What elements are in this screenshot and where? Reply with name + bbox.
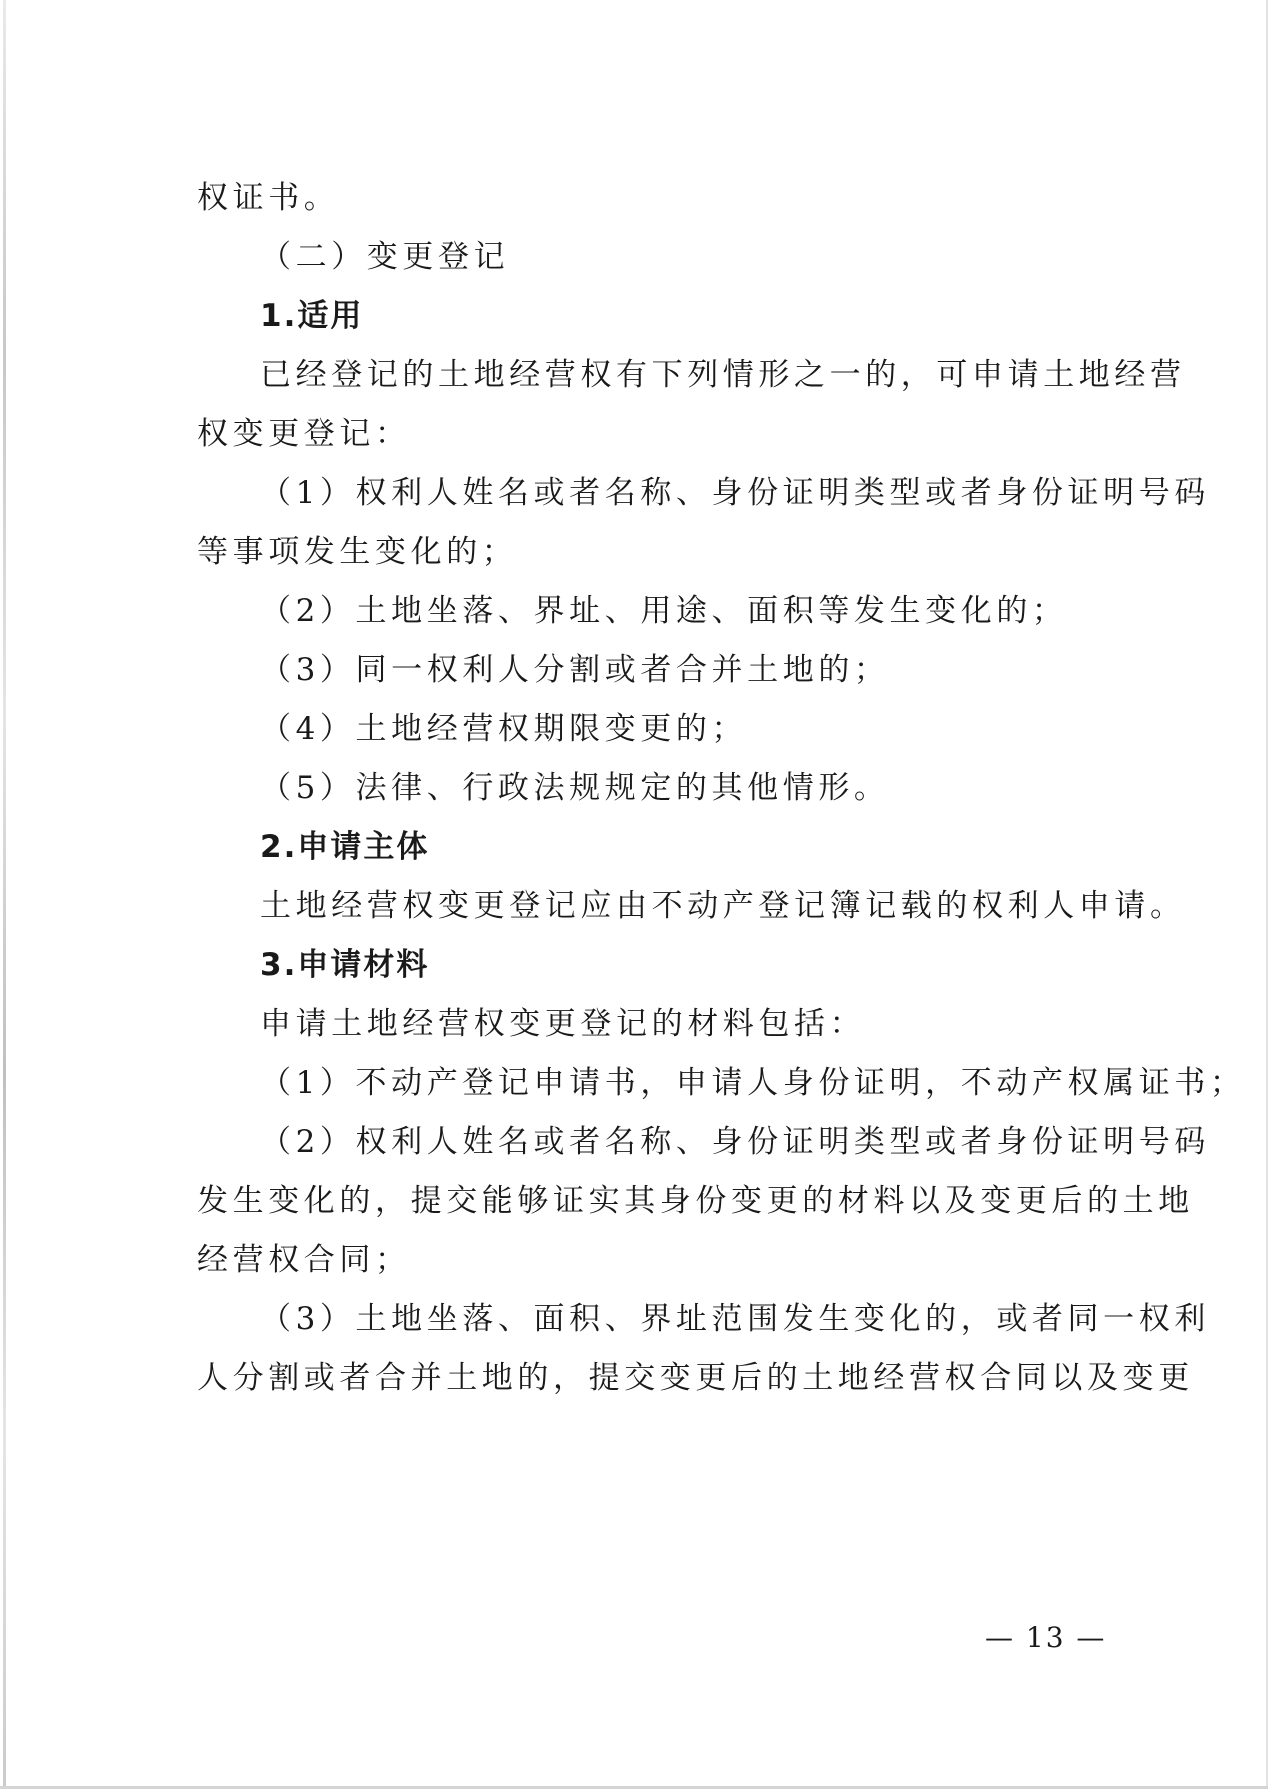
material-item-3: （3）土地坐落、面积、界址范围发生变化的，或者同一权利 [260, 1301, 1210, 1337]
subheading-applicant: 2.申请主体 [260, 829, 430, 865]
paragraph-line: 土地经营权变更登记应由不动产登记簿记载的权利人申请。 [260, 888, 1186, 924]
list-item-5: （5）法律、行政法规规定的其他情形。 [260, 770, 890, 806]
list-item-2: （2）土地坐落、界址、用途、面积等发生变化的； [260, 593, 1068, 629]
material-item-2: （2）权利人姓名或者名称、身份证明类型或者身份证明号码 [260, 1124, 1210, 1160]
text-line-continuation: 权证书。 [197, 180, 340, 216]
material-item-2-continued: 发生变化的，提交能够证实其身份变更的材料以及变更后的土地 [197, 1183, 1194, 1219]
material-item-1: （1）不动产登记申请书，申请人身份证明，不动产权属证书； [260, 1065, 1246, 1101]
paragraph-line: 权变更登记： [197, 416, 411, 452]
paragraph-line: 已经登记的土地经营权有下列情形之一的，可申请土地经营 [260, 357, 1186, 393]
material-item-2-continued: 经营权合同； [197, 1242, 411, 1278]
subheading-materials: 3.申请材料 [260, 947, 430, 983]
section-heading-change-registration: （二）变更登记 [260, 239, 510, 275]
material-item-3-continued: 人分割或者合并土地的，提交变更后的土地经营权合同以及变更 [197, 1360, 1194, 1396]
list-item-3: （3）同一权利人分割或者合并土地的； [260, 652, 890, 688]
list-item-1-continued: 等事项发生变化的； [197, 534, 518, 570]
subheading-applicability: 1.适用 [260, 298, 364, 334]
scan-edge-left [3, 0, 6, 1789]
list-item-1: （1）权利人姓名或者名称、身份证明类型或者身份证明号码 [260, 475, 1210, 511]
page-number: — 13 — [985, 1621, 1107, 1654]
list-item-4: （4）土地经营权期限变更的； [260, 711, 748, 747]
paragraph-line: 申请土地经营权变更登记的材料包括： [260, 1006, 866, 1042]
